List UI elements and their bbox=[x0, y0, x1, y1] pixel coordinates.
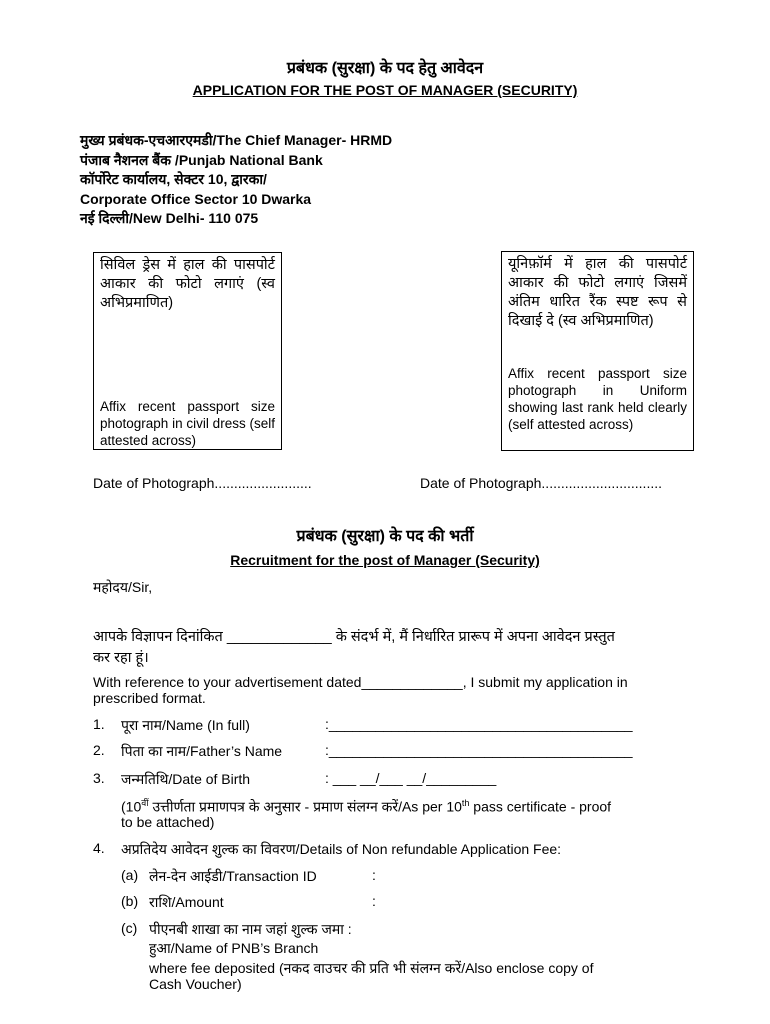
address-line: नई दिल्ली/New Delhi- 110 075 bbox=[80, 210, 259, 226]
father-name-label: पिता का नाम/Father’s Name bbox=[121, 743, 283, 759]
photo-box-civil-dress[interactable] bbox=[93, 252, 282, 450]
intro-hindi-line: कर रहा हूं। bbox=[93, 650, 149, 666]
intro-hindi-line: आपके विज्ञापन दिनांकित _____________ के संदर्भ में, मैं निर्धारित प्रारूप में अपना आवेदन प्रस्तुत bbox=[93, 629, 615, 645]
sub-item-tag: (b) bbox=[121, 893, 139, 909]
amount-label: राशि/Amount bbox=[149, 894, 224, 910]
salutation: महोदय/Sir, bbox=[93, 579, 153, 595]
photo-instruction-hindi: सिविल ड्रेस में हाल की पासपोर्ट आकार की फोटो लगाएं (स्व अभिप्रमाणित) bbox=[100, 257, 275, 311]
photo-instruction-english: Affix recent passport size photograph in civil dress (self attested across) bbox=[100, 399, 275, 448]
address-line: कॉर्पोरेट कार्यालय, सेक्टर 10, द्वारका/ bbox=[80, 171, 267, 187]
name-label: पूरा नाम/Name (In full) bbox=[121, 717, 250, 733]
field-number: 2. bbox=[93, 742, 105, 758]
address-line: मुख्य प्रबंधक-एचआरएमडी/The Chief Manager- HRMD bbox=[80, 132, 393, 148]
address-line: Corporate Office Sector 10 Dwarka bbox=[80, 190, 312, 207]
address-line: पंजाब नैशनल बैंक /Punjab National Bank bbox=[80, 151, 323, 168]
photo-box-uniform[interactable] bbox=[501, 251, 694, 451]
branch-name-label: Cash Voucher) bbox=[149, 976, 242, 992]
recruitment-hindi-title: प्रबंधक (सुरक्षा) के पद की भर्ती bbox=[296, 528, 474, 545]
fee-details-label: अप्रतिदेय आवेदन शुल्क का विवरण/Details of Non refundable Application Fee: bbox=[121, 841, 562, 857]
date-of-photograph-right[interactable]: Date of Photograph............................... bbox=[420, 475, 662, 491]
branch-name-label: पीएनबी शाखा का नाम जहां शुल्क जमा : bbox=[149, 921, 352, 937]
father-name-input[interactable]: :_______________________________________ bbox=[325, 742, 633, 758]
field-number: 3. bbox=[93, 770, 105, 786]
name-input[interactable]: :_______________________________________ bbox=[325, 716, 633, 732]
recruitment-english-title: Recruitment for the post of Manager (Security) bbox=[230, 552, 540, 568]
english-form-title: APPLICATION FOR THE POST OF MANAGER (SECURITY) bbox=[192, 82, 578, 98]
photo-instruction-hindi: यूनिफ़ॉर्म में हाल की पासपोर्ट आकार की फोटो लगाएं जिसमें अंतिम धारित रैंक स्पष्ट रूप से दिखाई दे (स्व अभिप्रमाणित) bbox=[508, 256, 687, 329]
transaction-id-input[interactable]: : bbox=[372, 867, 376, 883]
transaction-id-label: लेन-देन आईडी/Transaction ID bbox=[149, 868, 317, 884]
field-number: 1. bbox=[93, 716, 105, 732]
sub-item-tag: (c) bbox=[121, 920, 138, 936]
dob-note: ($10^{वीं}$ उत्तीर्णता प्रमाणपत्र के अनुसार - प्रमाण संलग्न करें/As per 10th pass certificate - proof bbox=[121, 798, 612, 815]
dob-label: जन्मतिथि/Date of Birth bbox=[121, 771, 251, 787]
branch-name-label: हुआ/Name of PNB’s Branch bbox=[149, 940, 319, 956]
amount-input[interactable]: : bbox=[372, 893, 376, 909]
hindi-form-title: प्रबंधक (सुरक्षा) के पद हेतु आवेदन bbox=[286, 60, 484, 77]
dob-note-line2: to be attached) bbox=[121, 814, 215, 830]
date-of-photograph-left[interactable]: Date of Photograph......................... bbox=[93, 475, 312, 491]
address-block bbox=[80, 131, 392, 229]
intro-english-line: With reference to your advertisement dated_____________, I submit my application in bbox=[93, 674, 628, 690]
intro-english-line: prescribed format. bbox=[93, 690, 206, 706]
photo-instruction-english: Affix recent passport size photograph in Uniform showing last rank held clearly (self attested across) bbox=[508, 366, 687, 432]
branch-name-label: where fee deposited (नकद वाउचर की प्रति भी संलग्न करें/Also enclose copy of bbox=[149, 960, 594, 976]
dob-input[interactable]: : ___ __/___ __/_________ bbox=[325, 770, 497, 786]
sub-item-tag: (a) bbox=[121, 867, 139, 883]
field-number: 4. bbox=[93, 840, 105, 856]
